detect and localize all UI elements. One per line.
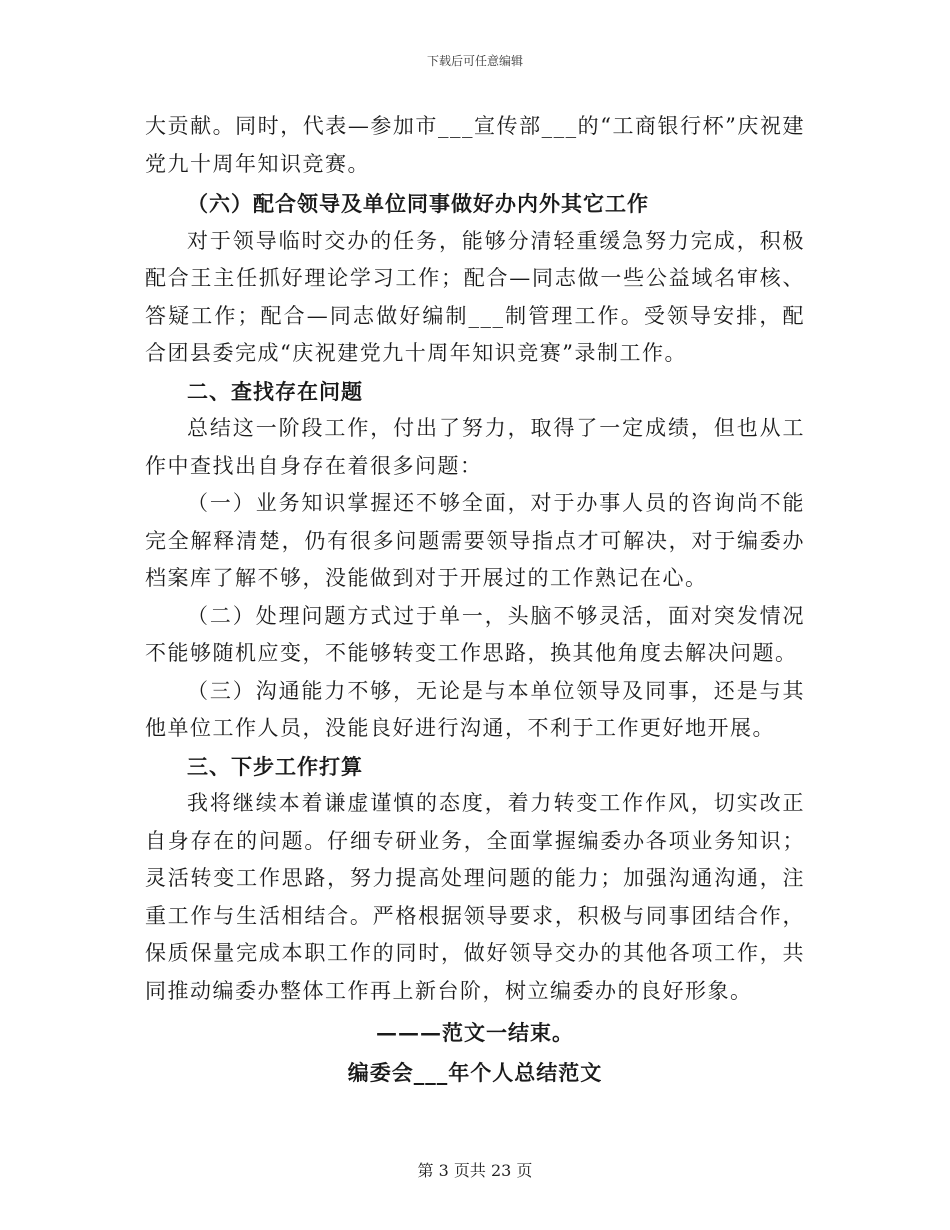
paragraph-problem-one: （一）业务知识掌握还不够全面，对于办事人员的咨询尚不能完全解释清楚，仍有很多问题需要领导指点才可解决，对于编委办档案库了解不够，没能做到对于开展过的工作熟记在心。 [145,491,805,590]
end-marker: ———范文一结束。 [376,1020,574,1045]
page-footer: 第 3 页共 23 页 [417,1161,533,1180]
paragraph-problem-two: （二）处理问题方式过于单一，头脑不够灵活，面对突发情况不能够随机应变，不能够转变工作思路，换其他角度去解决问题。 [145,603,805,665]
next-document-title: 编委会___年个人总结范文 [347,1059,603,1085]
section-heading-problems: 二、查找存在问题 [187,378,363,404]
paragraph-problem-three: （三）沟通能力不够，无论是与本单位领导及同事，还是与其他单位工作人员，没能良好进行沟通，不利于工作更好地开展。 [145,678,805,740]
paragraph-continuation: 大贡献。同时，代表—参加市___宣传部___的“工商银行杯”庆祝建党九十周年知识竞赛。 [145,114,805,176]
page-header: 下载后可任意编辑 [426,54,523,68]
paragraph-summary: 总结这一阶段工作，付出了努力，取得了一定成绩，但也从工作中查找出自身存在着很多问题： [145,416,805,478]
subheading-six: （六）配合领导及单位同事做好办内外其它工作 [187,191,649,216]
document-body [145,108,805,1091]
section-heading-next-steps: 三、下步工作打算 [187,753,363,779]
paragraph-plan: 我将继续本着谦虚谨慎的态度，着力转变工作作风，切实改正自身存在的问题。仔细专研业务，全面掌握编委办各项业务知识；灵活转变工作思路，努力提高处理问题的能力；加强沟通沟通，注重工作与生活相结合。严格根据领导要求，积极与同事团结合作，保质保量完成本职工作的同时，做好领导交办的其他各项工作，共同推动编委办整体工作再上新台阶，树立编委办的良好形象。 [145,791,805,1003]
paragraph-other-work: 对于领导临时交办的任务，能够分清轻重缓急努力完成，积极配合王主任抓好理论学习工作；配合—同志做一些公益域名审核、答疑工作；配合—同志做好编制___制管理工作。受领导安排，配合团县委完成“庆祝建党九十周年知识竞赛”录制工作。 [145,228,805,365]
